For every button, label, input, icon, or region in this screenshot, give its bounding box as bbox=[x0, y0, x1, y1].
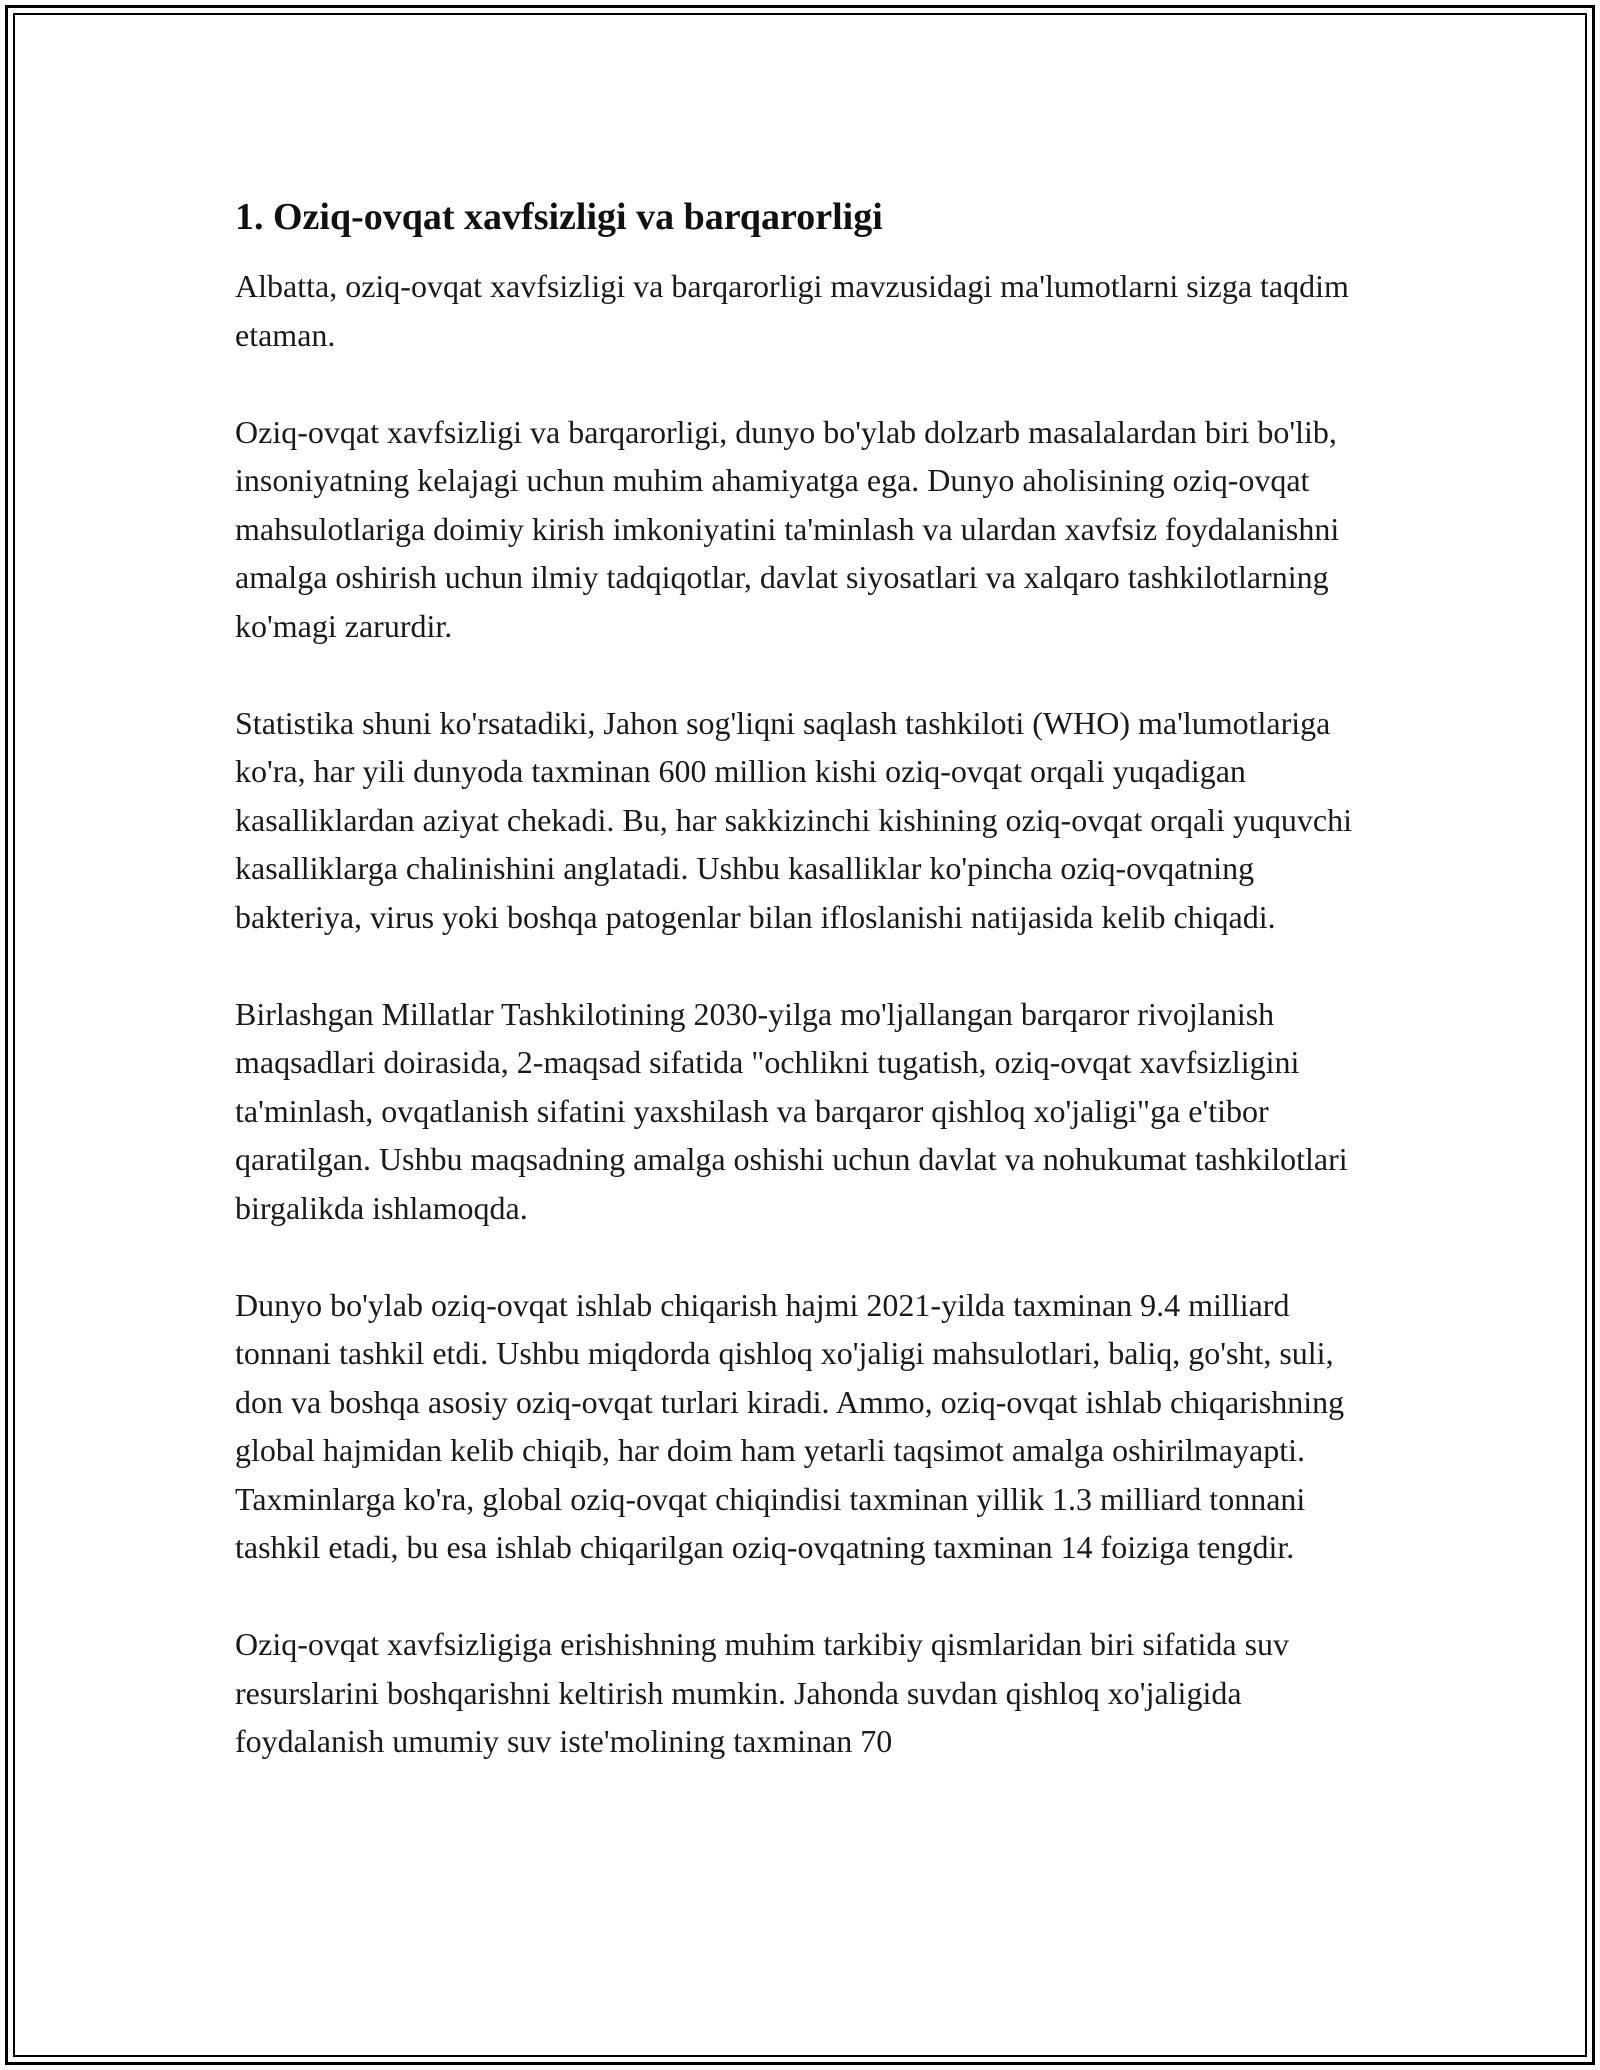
paragraph-water: Oziq-ovqat xavfsizligiga erishishning muhim tarkibiy qismlaridan biri sifatida suv resurslarini boshqarishni keltirish mumkin. Jahonda suvdan qishloq xo'jaligida foydalanish umumiy suv iste'molining taxminan 70 bbox=[235, 1626, 1290, 1759]
document-body bbox=[235, 180, 1375, 1814]
paragraph-intro: Albatta, oziq-ovqat xavfsizligi va barqarorligi mavzusidagi ma'lumotlarni sizga taqdim etaman. bbox=[235, 268, 1349, 353]
paragraph-production: Dunyo bo'ylab oziq-ovqat ishlab chiqarish hajmi 2021-yilda taxminan 9.4 milliard tonnani tashkil etdi. Ushbu miqdorda qishloq xo'jaligi mahsulotlari, baliq, go'sht, suli, don va boshqa asosiy oziq-ovqat turlari kiradi. Ammo, oziq-ovqat ishlab chiqarishning global hajmidan kelib chiqib, har doim ham yetarli taqsimot amalga oshirilmayapti. Taxminlarga ko'ra, global oziq-ovqat chiqindisi taxminan yillik 1.3 milliard tonnani tashkil etadi, bu esa ishlab chiqarilgan oziq-ovqatning taxminan 14 foiziga tengdir. bbox=[235, 1286, 1345, 1565]
document-title: 1. Oziq-ovqat xavfsizligi va barqarorligi bbox=[235, 196, 883, 238]
paragraph-un-goals: Birlashgan Millatlar Tashkilotining 2030-yilga mo'ljallangan barqaror rivojlanish maqsadlari doirasida, 2-maqsad sifatida "ochlikni tugatish, oziq-ovqat xavfsizligini ta'minlash, ovqatlanish sifatini yaxshilash va barqaror qishloq xo'jaligi"ga e'tibor qaratilgan. Ushbu maqsadning amalga oshishi uchun davlat va nohukumat tashkilotlari birgalikda ishlamoqda. bbox=[235, 995, 1348, 1226]
paragraph-statistics: Statistika shuni ko'rsatadiki, Jahon sog'liqni saqlash tashkiloti (WHO) ma'lumotlariga ko'ra, har yili dunyoda taxminan 600 million kishi oziq-ovqat orqali yuqadigan kasalliklardan aziyat chekadi. Bu, har sakkizinchi kishining oziq-ovqat orqali yuquvchi kasalliklarga chalinishini anglatadi. Ushbu kasalliklar ko'pincha oziq-ovqatning bakteriya, virus yoki boshqa patogenlar bilan ifloslanishi natijasida kelib chiqadi. bbox=[235, 704, 1353, 935]
paragraph-overview: Oziq-ovqat xavfsizligi va barqarorligi, dunyo bo'ylab dolzarb masalalardan biri bo'lib, insoniyatning kelajagi uchun muhim ahamiyatga ega. Dunyo aholisining oziq-ovqat mahsulotlariga doimiy kirish imkoniyatini ta'minlash va ulardan xavfsiz foydalanishni amalga oshirish uchun ilmiy tadqiqotlar, davlat siyosatlari va xalqaro tashkilotlarning ko'magi zarurdir. bbox=[235, 413, 1340, 644]
